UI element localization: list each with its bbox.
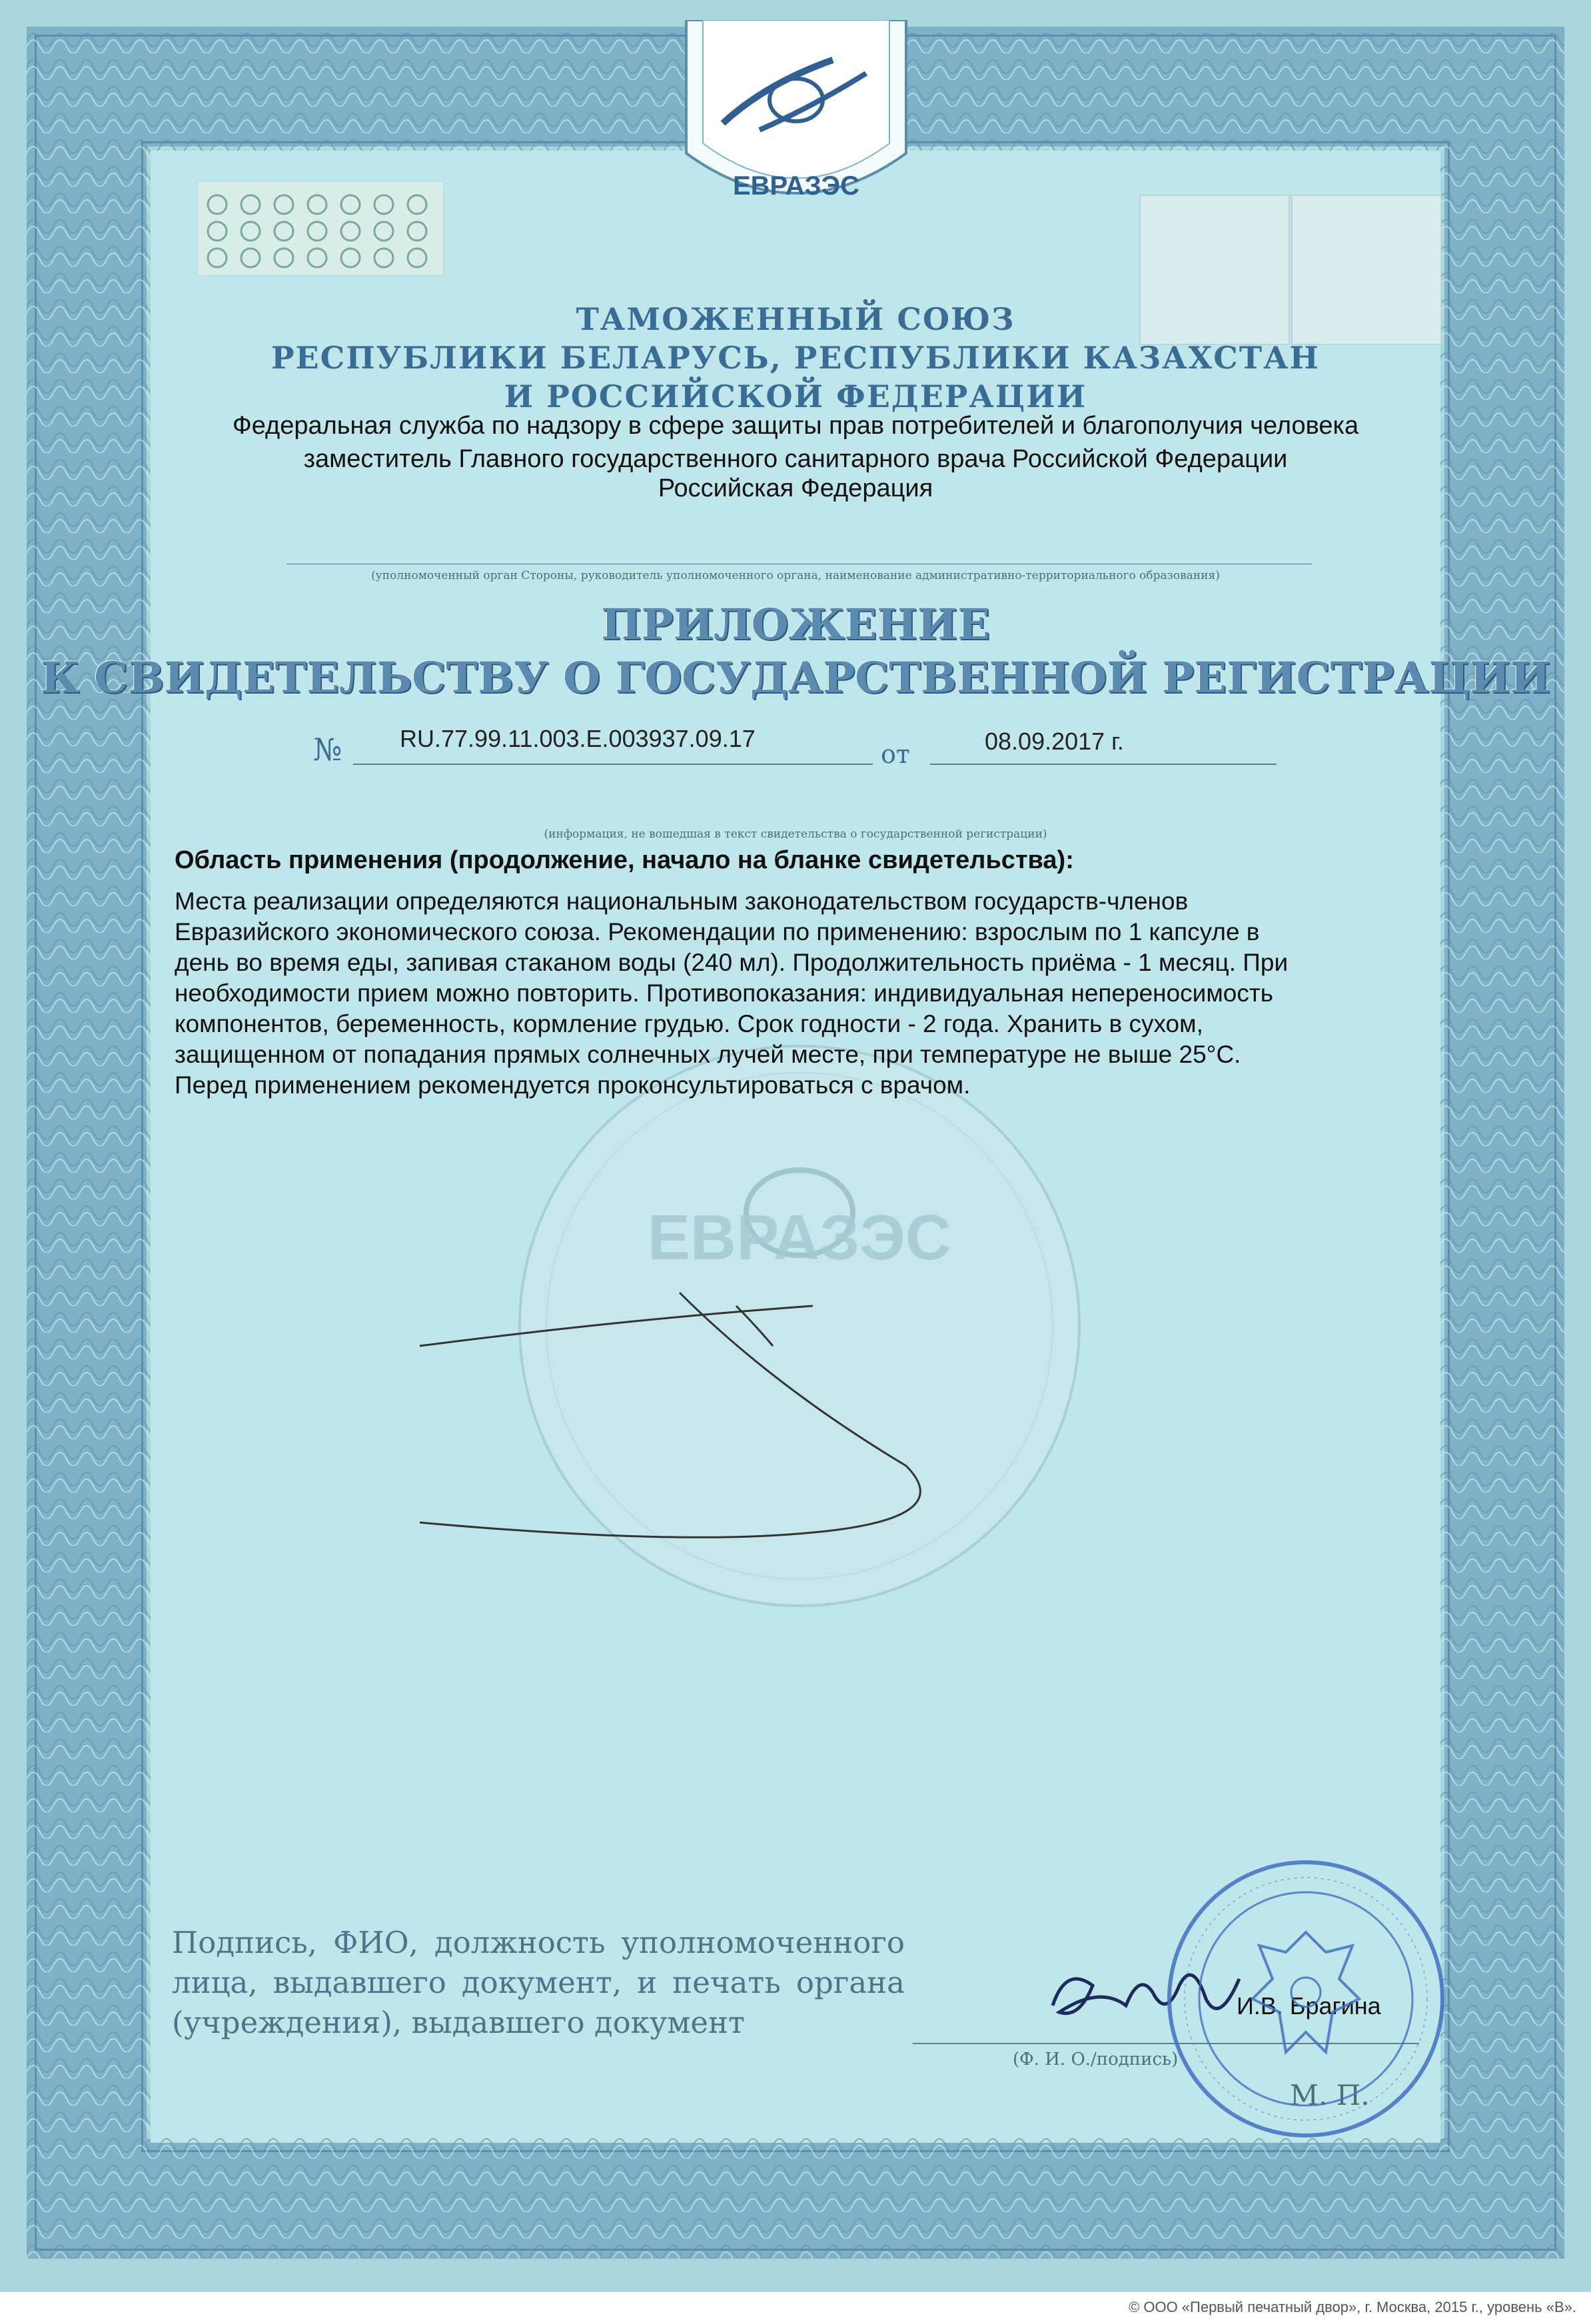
emblem-label: ЕВРАЗЭС [732, 171, 860, 201]
official-seal [1159, 1852, 1452, 2145]
title-line-2: К СВИДЕТЕЛЬСТВУ О ГОСУДАРСТВЕННОЙ РЕГИСТРАЦИИ [40, 653, 1551, 703]
registration-number: RU.77.99.11.003.E.003937.09.17 [400, 725, 756, 752]
scope-line: Евразийского экономического союза. Рекомендации по применению: взрослым по 1 капсуле в [175, 918, 1260, 945]
printer-imprint: © ООО «Первый печатный двор», г. Москва, 2015 г., уровень «В». [1129, 2299, 1576, 2315]
scope-line: Места реализации определяются национальным законодательством государств-членов [175, 887, 1189, 915]
scope-line: защищенном от попадания прямых солнечных лучей месте, при температуре не выше 25°С. [175, 1041, 1241, 1068]
authority-caption: (уполномоченный орган Стороны, руководитель уполномоченного органа, наименование административно-территориального образования) [371, 569, 1220, 582]
header-line-2: РЕСПУБЛИКИ БЕЛАРУСЬ, РЕСПУБЛИКИ КАЗАХСТАН [270, 340, 1321, 376]
fio-caption: (Ф. И. О./подпись) [1013, 2049, 1179, 2069]
scope-line: компонентов, беременность, кормление грудью. Срок годности - 2 года. Хранить в сухом, [175, 1010, 1203, 1037]
number-label: № [313, 732, 342, 768]
authority-line-3: Российская Федерация [658, 474, 933, 502]
registration-date: 08.09.2017 г. [985, 728, 1124, 755]
hologram-strip [197, 181, 444, 276]
header-line-1: ТАМОЖЕННЫЙ СОЮЗ [576, 301, 1015, 337]
signer-name: И.В. Брагина [1237, 1992, 1381, 2020]
scope-text [175, 886, 1414, 1101]
signature-caption: Подпись, ФИО, должность уполномоченного лица, выдавшего документ, и печать органа (учреждения), выдавшего документ [172, 1925, 905, 2040]
date-underline [930, 764, 1277, 765]
number-underline [353, 764, 873, 765]
scope-line: необходимости прием можно повторить. Противопоказания: индивидуальная непереносимость [175, 979, 1274, 1007]
section-title: Область применения (продолжение, начало на бланке свидетельства): [175, 846, 1074, 874]
scope-line: день во время еды, запивая стаканом воды (240 мл). Продолжительность приёма - 1 месяц. При [175, 949, 1289, 976]
registration-caption: (информация, не вошедшая в текст свидетельства о государственной регистрации) [544, 828, 1047, 841]
evrazes-emblem [666, 20, 926, 233]
seal-caption: М. П. [1290, 2079, 1370, 2111]
date-label: от [881, 740, 910, 769]
header-line-3: И РОССИЙСКОЙ ФЕДЕРАЦИИ [504, 378, 1087, 414]
scope-line: Перед применением рекомендуется проконсультироваться с врачом. [175, 1071, 971, 1099]
authority-line-1: Федеральная служба по надзору в сфере защиты прав потребителей и благополучия человека [232, 412, 1359, 440]
z-cancel-mark [400, 1266, 999, 1572]
title-line-1: ПРИЛОЖЕНИЕ [601, 600, 990, 650]
authority-line-2: заместитель Главного государственного санитарного врача Российской Федерации [303, 445, 1288, 473]
svg-text:ЕВРАЗЭС: ЕВРАЗЭС [647, 1202, 952, 1273]
